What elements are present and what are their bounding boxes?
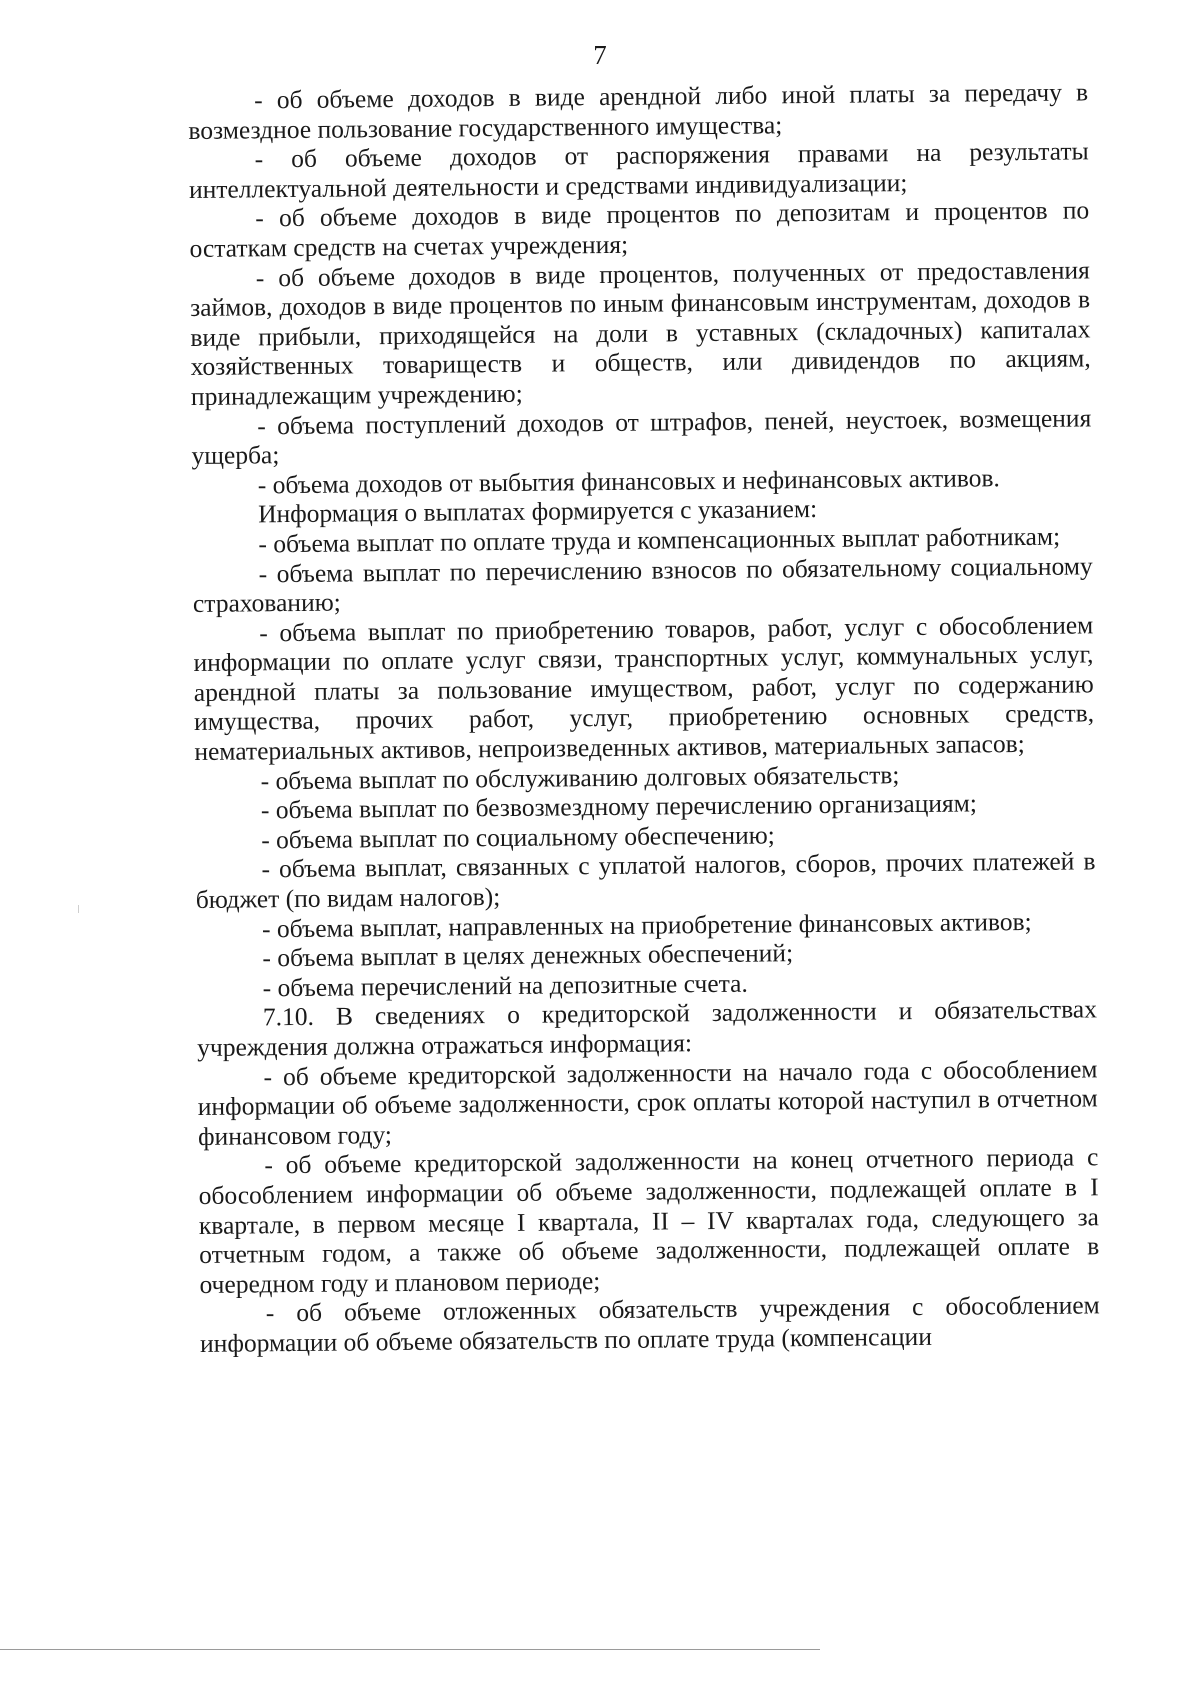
paragraph-payables-end-period: - об объеме кредиторской задолженности на конец отчетного периода с обособлением информации об объеме задолженности, подлежащей оплате в I квартале, в первом месяце I квартала, II – IV кварталах года, следующего за отчетным годом, а также об объеме задолженности, подлежащей оплате в очередном году и плановом периоде; bbox=[198, 1142, 1100, 1299]
page-number: 7 bbox=[593, 40, 607, 70]
paragraph-transfers-organizations: - объема выплат по безвозмездному перечислению организациям; bbox=[260, 788, 978, 825]
paragraph-debt-service: - объема выплат по обслуживанию долговых обязательств; bbox=[260, 759, 900, 795]
paragraph-fines-income: - объема поступлений доходов от штрафов, пеней, неустоек, возмещения ущерба; bbox=[191, 402, 1092, 471]
paragraph-payments-intro: Информация о выплатах формируется с указанием: bbox=[257, 494, 818, 529]
paragraph-loan-interest-dividends: - об объеме доходов в виде процентов, полученных от предоставления займов, доходов в виде процентов по иным финансовым инструментам, доходов в виде прибыли, приходящейся на доли в уставных (складочных) капиталах хозяйственных товариществ и обществ, или дивидендов по акциям, принадлежащим учреждению; bbox=[189, 254, 1091, 411]
document-body bbox=[188, 77, 1100, 1358]
paragraph-payables-start-year: - об объеме кредиторской задолженности на начало года с обособлением информации об объеме задолженности, срок оплаты которой наступил в отчетном финансовом году; bbox=[197, 1053, 1098, 1151]
paragraph-social-security: - объема выплат по социальному обеспечению; bbox=[261, 820, 775, 855]
paragraph-asset-disposal-income: - объема доходов от выбытия финансовых и нефинансовых активов. bbox=[257, 462, 1000, 500]
paragraph-deferred-obligations: - об объеме отложенных обязательств учреждения с обособлением информации об объеме обязательств по оплате труда (компенсации bbox=[199, 1290, 1100, 1358]
paragraph-intellectual-rights-income: - об объеме доходов от распоряжения правами на результаты интеллектуальной деятельности и средствами индивидуализации; bbox=[188, 136, 1089, 204]
paragraph-goods-services: - объема выплат по приобретению товаров, работ, услуг с обособлением информации по оплате услуг связи, транспортных услуг, коммунальных услуг, арендной платы за пользование имуществом, работ, услуг по содержанию имущества, прочих работ, услуг, приобретению основных средств, нематериальных активов, непроизведенных активов, материальных запасов; bbox=[193, 610, 1095, 767]
paragraph-rent-income: - об объеме доходов в виде арендной либо иной платы за передачу в возмездное пользование государственного имущества; bbox=[188, 77, 1089, 145]
paragraph-deposit-interest-income: - об объеме доходов в виде процентов по депозитам и процентов по остаткам средств на счетах учреждения; bbox=[189, 195, 1090, 263]
paragraph-financial-assets: - объема выплат, направленных на приобретение финансовых активов; bbox=[261, 906, 1032, 943]
scan-artifact-line bbox=[0, 1649, 820, 1650]
paragraph-taxes: - объема выплат, связанных с уплатой налогов, сборов, прочих платежей в бюджет (по видам налогов); bbox=[195, 846, 1096, 914]
paragraph-monetary-provision: - объема выплат в целях денежных обеспечений; bbox=[262, 938, 794, 973]
paragraph-section-7-10: 7.10. В сведениях о кредиторской задолженности и обязательствах учреждения должна отражаться информация: bbox=[197, 994, 1098, 1062]
paragraph-deposit-transfers: - объема перечислений на депозитные счета. bbox=[262, 968, 748, 1003]
scan-artifact-speck bbox=[78, 905, 79, 913]
paragraph-social-insurance: - объема выплат по перечислению взносов по обязательному социальному страхованию; bbox=[192, 550, 1093, 619]
paragraph-labor-payments: - объема выплат по оплате труда и компенсационных выплат работникам; bbox=[258, 521, 1061, 559]
